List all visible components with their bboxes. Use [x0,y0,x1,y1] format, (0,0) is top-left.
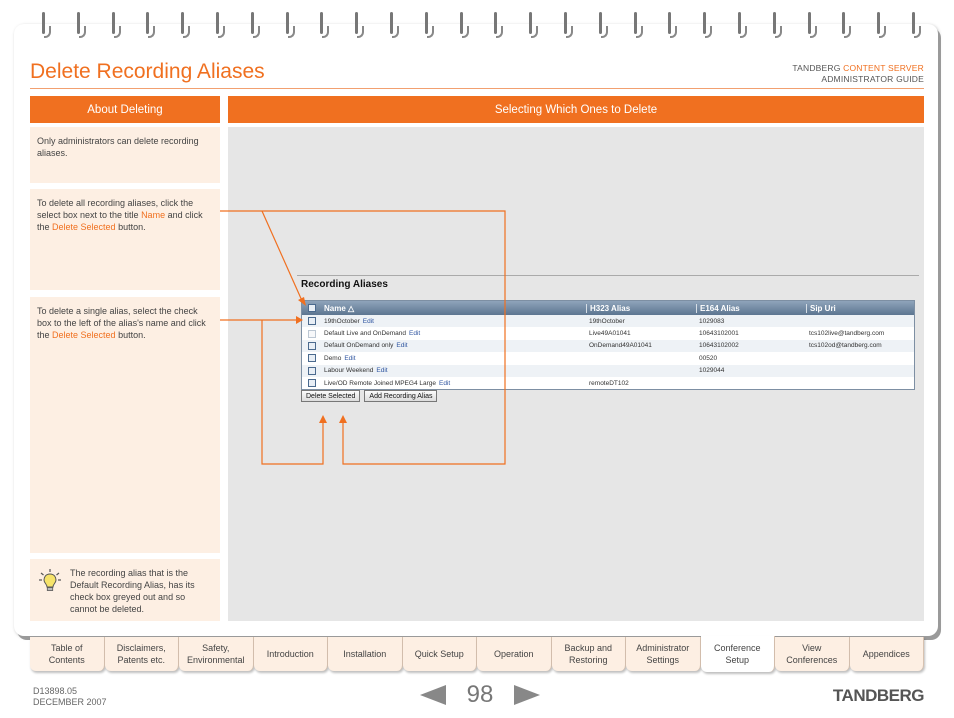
binder-ring [75,12,85,38]
tab-view[interactable]: View Conferences [775,637,850,671]
binder-ring [910,12,920,38]
binder-ring [353,12,363,38]
binder-ring [318,12,328,38]
previous-page-icon[interactable] [420,685,446,705]
tab-administrator[interactable]: Administrator Settings [626,637,701,671]
tip-box [30,559,220,621]
page-title: Delete Recording Aliases [30,60,265,83]
info-box-admin: Only administrators can delete recording aliases. [30,127,220,183]
column-header-name[interactable]: Name △ [324,303,355,313]
brand-header [792,63,924,85]
row-checkbox[interactable] [308,379,316,387]
sip-uri: tcs102od@tandberg.com [809,342,882,350]
e164-alias: 00520 [699,354,718,362]
row-checkbox [308,330,316,338]
pager [420,680,540,710]
tab-appendices[interactable]: Appendices [850,637,925,671]
info-box-delete-all [30,189,220,290]
binder-ring [249,12,259,38]
highlight-name: Name [141,210,166,220]
table-header [302,301,914,315]
alias-name: Live/OD Remote Joined MPEG4 Large [324,379,436,387]
recording-aliases-screenshot [297,275,919,410]
e164-alias: 1029083 [699,317,725,325]
row-checkbox[interactable] [308,367,316,375]
h323-alias: remoteDT102 [589,379,629,387]
binder-ring [110,12,120,38]
binder-ring [214,12,224,38]
binder-ring [179,12,189,38]
sip-uri: tcs102live@tandberg.com [809,330,885,338]
text: To delete all recording aliases, click the select box next to the title [37,198,194,220]
recording-aliases-title: Recording Aliases [301,279,388,290]
edit-link[interactable]: Edit [396,342,408,350]
text: button. [115,330,146,340]
brand-guide: ADMINISTRATOR GUIDE [821,74,924,84]
page-number: 98 [466,681,494,708]
binder-ring [701,12,711,38]
tab-safety[interactable]: Safety, Environmental [179,637,254,671]
row-checkbox[interactable] [308,354,316,362]
binder-ring [144,12,154,38]
binder-ring [284,12,294,38]
h323-alias: OnDemand49A01041 [589,342,652,350]
binder-ring [666,12,676,38]
binder-ring [423,12,433,38]
next-page-icon[interactable] [514,685,540,705]
alias-name: Labour Weekend [324,367,374,375]
tip-text: The recording alias that is the Default Recording Alias, has its check box greyed out and so cannot be deleted. [70,568,195,614]
table-row [302,315,914,327]
column-header-h323[interactable]: H323 Alias [586,304,696,313]
binder-ring [527,12,537,38]
highlight-delete-selected: Delete Selected [52,222,116,232]
table-row [302,340,914,352]
brand-product: CONTENT SERVER [843,63,924,73]
h323-alias: 19thOctober [589,317,625,325]
tab-disclaimers[interactable]: Disclaimers, Patents etc. [105,637,180,671]
brand-name: TANDBERG [792,63,844,73]
h323-alias: Live49A01041 [589,330,631,338]
table-row [302,327,914,339]
doc-id: D13898.05 [33,686,78,696]
tandberg-logo: TANDBERG [832,686,924,705]
edit-link[interactable]: Edit [376,367,388,375]
e164-alias: 10643102002 [699,342,739,350]
tab-backup-and[interactable]: Backup and Restoring [552,637,627,671]
binder-ring [597,12,607,38]
edit-link[interactable]: Edit [439,379,451,387]
binder-ring [806,12,816,38]
binder-ring [632,12,642,38]
binder-ring [771,12,781,38]
action-buttons [301,390,437,402]
select-all-checkbox[interactable] [308,304,316,312]
table-row [302,352,914,364]
text: and click the [37,210,203,232]
binder-ring [458,12,468,38]
column-header-sip[interactable]: Sip Uri [806,304,914,313]
row-checkbox[interactable] [308,317,316,325]
selecting-header: Selecting Which Ones to Delete [228,96,924,123]
alias-name: Default Live and OnDemand [324,330,407,338]
tab-operation[interactable]: Operation [477,637,552,671]
binder-ring [388,12,398,38]
table-row [302,377,914,389]
tab-installation[interactable]: Installation [328,637,403,671]
aliases-table [301,300,915,390]
tab-table-of[interactable]: Table of Contents [30,637,105,671]
edit-link[interactable]: Edit [344,354,356,362]
add-recording-alias-button[interactable]: Add Recording Alias [364,390,437,402]
tab-quick-setup[interactable]: Quick Setup [403,637,478,671]
about-deleting-header: About Deleting [30,96,220,123]
lightbulb-icon [38,568,62,594]
highlight-delete-selected: Delete Selected [52,330,116,340]
column-header-e164[interactable]: E164 Alias [696,304,806,313]
footer-doc-info [33,686,107,708]
doc-date: DECEMBER 2007 [33,697,107,707]
alias-name: Demo [324,354,342,362]
binder-ring [875,12,885,38]
alias-name: 19thOctober [324,317,360,325]
table-row [302,365,914,377]
binder-rings [40,12,920,38]
title-divider [30,88,924,89]
delete-selected-button[interactable]: Delete Selected [301,390,360,402]
binder-ring [492,12,502,38]
divider [297,275,919,276]
e164-alias: 1029044 [699,367,725,375]
binder-ring [840,12,850,38]
binder-ring [562,12,572,38]
tab-introduction[interactable]: Introduction [254,637,329,671]
binder-ring [40,12,50,38]
info-box-delete-single [30,297,220,553]
row-checkbox[interactable] [308,342,316,350]
alias-name: Default OnDemand only [324,342,394,350]
tab-conference[interactable]: Conference Setup [701,636,776,672]
binder-ring [736,12,746,38]
edit-link[interactable]: Edit [362,317,374,325]
section-tabs [30,637,924,671]
text: To delete a single alias, select the check box to the left of the alias's name and click the [37,306,206,340]
edit-link[interactable]: Edit [409,330,421,338]
e164-alias: 10643102001 [699,330,739,338]
text: button. [115,222,146,232]
